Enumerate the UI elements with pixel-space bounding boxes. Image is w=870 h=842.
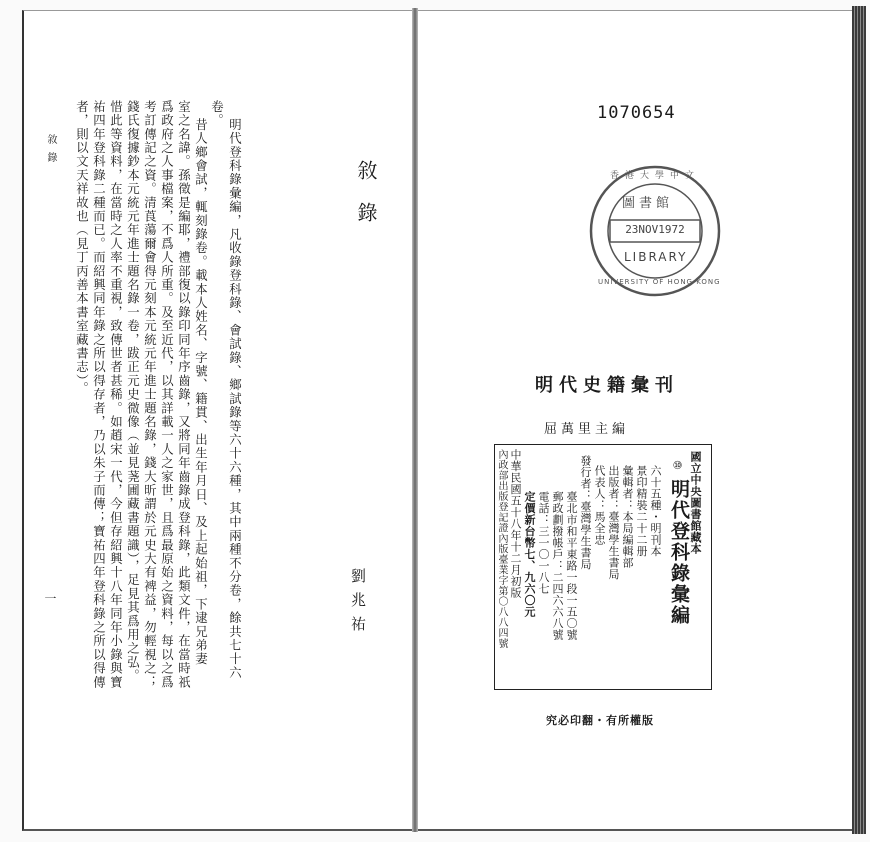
colophon-line: 電話：三一〇一八七: [537, 491, 550, 595]
preface-line: 室之名諱。孫徵是編耶，禮部復以錄印同年序齒錄，又將同年齒錄成登科錄，此類文件，在當時祇: [176, 100, 192, 690]
colophon-line: 臺北市和平東路一段一五〇號: [565, 491, 578, 641]
preface-line: 明代登科錄彙編，凡收錄登科錄、會試錄、鄉試錄等六十六種，其中兩種不分卷，餘共七十六: [227, 118, 243, 680]
accession-number: 1070654: [597, 103, 676, 123]
colophon-line: 出版者：臺灣學生書局: [607, 465, 620, 580]
book-gutter: [412, 8, 418, 832]
stamp-ring-chinese: 香港大學中文: [610, 171, 701, 181]
stamp-label: LIBRARY: [624, 250, 688, 264]
right-page: [416, 10, 855, 831]
preface-line: 祐四年登科錄二種而已。而紹興同年錄之所以得存者，乃以朱子而傳；寶祐四年登科錄之所以得傳: [91, 100, 107, 690]
colophon-line: 郵政劃撥帳戶：二四六六八號: [551, 491, 564, 641]
preface-line: 卷。: [209, 100, 225, 128]
preface-line: 錢氏復據鈔本元統元年進士題名錄一卷，跋正元史微像（並見荛圃藏書題識），足見其爲用之弘。: [125, 100, 141, 683]
preface-author: 劉兆祐: [349, 568, 367, 640]
colophon-registration: 內政部出版登記證內版臺業字第〇八八四號: [496, 449, 507, 649]
colophon-line: 六十五種・明刊本: [649, 465, 662, 557]
colophon-line: 景印精裝二十二册: [635, 465, 648, 557]
colophon-line: 彙輯者：本局編輯部: [621, 465, 634, 569]
running-footer: 敘錄: [45, 134, 56, 170]
stamp-ring-english: UNIVERSITY OF HONG KONG: [598, 278, 721, 286]
stamp-date: 23NOV1972: [625, 223, 685, 236]
colophon-line: 發行者：臺灣學生書局: [579, 455, 592, 570]
preface-line: 爲政府之人事檔案，不爲人所重。及至近代，以其詳載一人之家世，且爲最原始之資料，每以之爲: [159, 100, 175, 690]
series-title: 明代史籍彙刊: [535, 375, 679, 396]
copyright-notice: 究必印翻・有所權版: [546, 714, 654, 727]
colophon-line: 代表人：馬全忠: [593, 465, 606, 546]
preface-line: 者，則以文天祥故也（見丁丙善本書室藏書志）。: [74, 100, 90, 396]
page-number: 一: [43, 592, 57, 604]
colophon-book-title: 明代登科錄彙編: [668, 479, 690, 626]
colophon-box: [494, 444, 712, 690]
colophon-collection: 國立中央圖書館藏本: [689, 451, 702, 555]
preface-line: 惜此等資料，在當時之人率不重視，致傳世者甚稀。如趙宋一代，今但存紹興十八年同年小錄與寶: [108, 100, 124, 690]
colophon-date: 中華民國五十八年十二月初版: [509, 449, 522, 599]
colophon-price: 定價新台幣七、九六〇元: [523, 491, 536, 618]
library-stamp: [588, 164, 722, 298]
preface-title: 敘錄: [354, 160, 378, 244]
preface-line: 考訂傳記之資。清莨蕩爾會得元刻本元統元年進士題名錄，錢大昕謂於元史大有裨益，勿輕視之；: [142, 100, 158, 690]
stamp-center: 圖書館: [622, 196, 674, 211]
editor-credit: 屈萬里主編: [544, 422, 630, 437]
colophon-volume: ⑩: [671, 459, 684, 473]
preface-line: 昔人鄉會試，輒刻錄卷。載本人姓名、字號、籍貫、出生年月日、及上起始祖，下逮兄弟妻: [193, 118, 209, 666]
book-edge: [852, 6, 866, 834]
